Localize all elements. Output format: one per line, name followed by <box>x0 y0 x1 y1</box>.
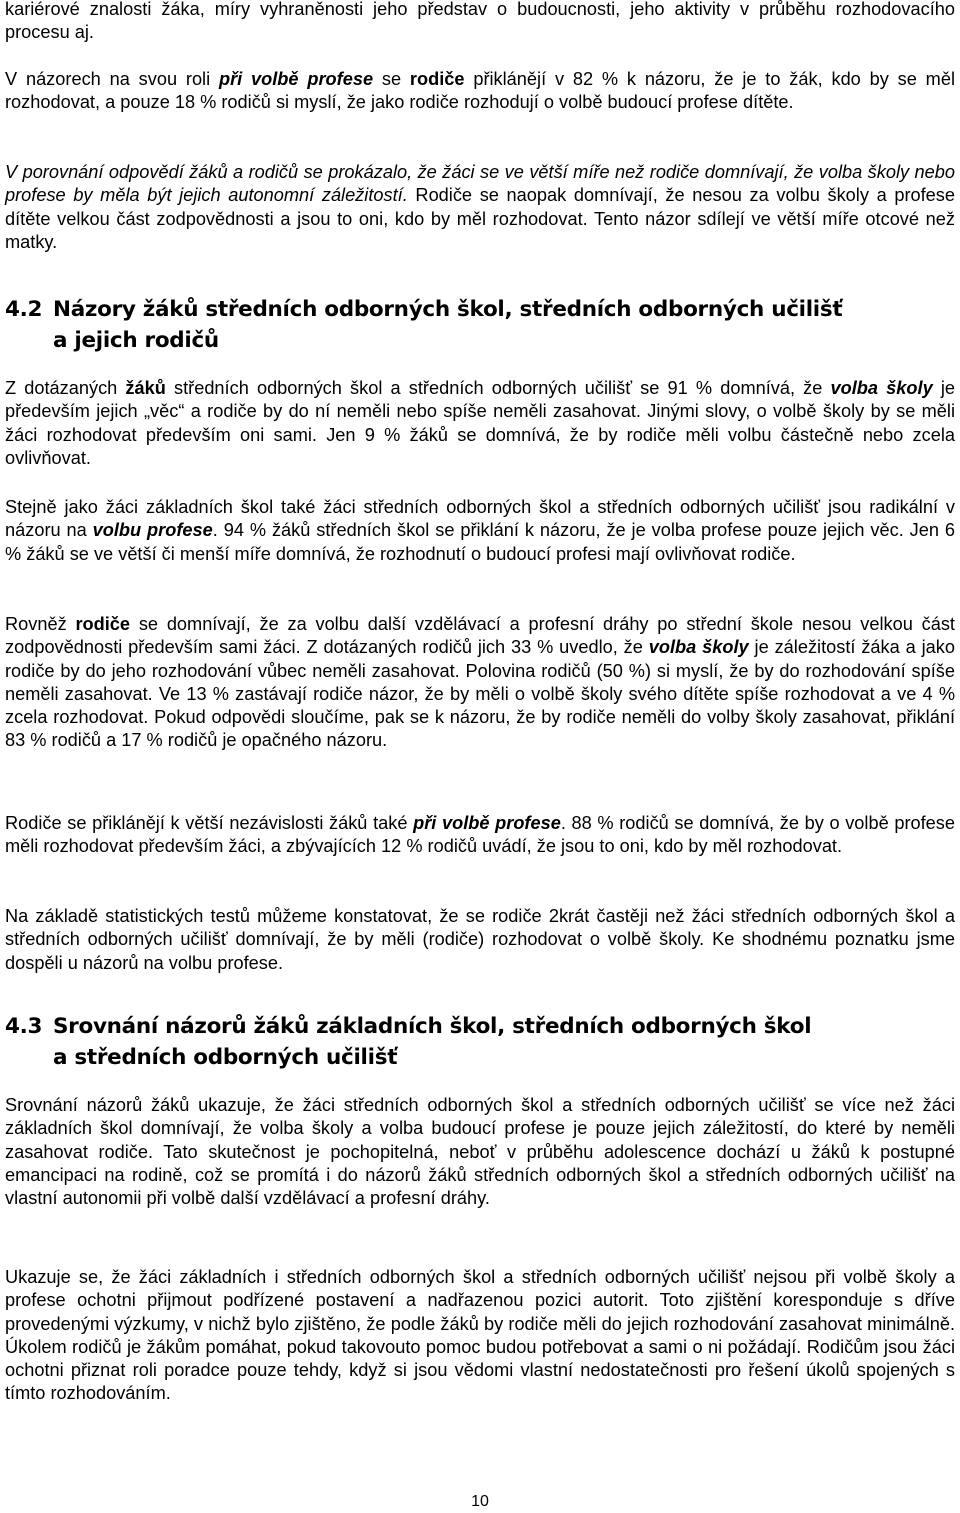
text-run: se <box>373 69 410 89</box>
text-run: Rovněž <box>5 614 76 634</box>
text-run: Ukazuje se, že žáci základních i středních odborných škol a středních odborných učilišť nejsou při volbě školy a profese ochotni přijmout podřízené postavení a nadřazenou pozici autorit. Toto zjištění koresponduje s dříve provedenými výzkumy, v nichž bylo zjištěno, že podle žáků by rodiče měli do jejich rozhodování zasahovat minimálně. Úkolem rodičů je žákům pomáhat, pokud takovouto pomoc budou potřebovat a sami o ni požádají. Rodičům jsou žáci ochotni přiznat roli poradce pouze tehdy, když si jsou vědomi vlastní nedostatečnosti pro řešení úkolů spojených s tímto rozhodováním. <box>5 1267 955 1404</box>
paragraph <box>5 812 955 859</box>
text-run: volba školy <box>648 637 749 658</box>
text-run: je záležitostí žáka a jako rodiče by do jeho rozhodování vůbec neměli zasahovat. Polovina rodičů (50 %) si myslí, že by do rozhodování spíše neměli zasahovat. Ve 13 % zastávají rodiče názor, že by měli o volbě školy svého dítěte spíše rozhodovat a ve 4 % zcela rozhodovat. Pokud odpovědi sloučíme, pak se k názoru, že by rodiče neměli do volby školy zasahovat, přiklání 83 % rodičů a 17 % rodičů je opačného názoru. <box>5 637 955 751</box>
heading-text-continued: a středních odborných učilišť <box>53 1045 398 1070</box>
paragraph <box>5 1094 955 1210</box>
text-run: . 94 % žáků středních škol se přiklání k názoru, že je volba profese pouze jejich věc. Jen 6 % žáků se ve větší či menší míře domnívá, že rozhodnutí o budoucí profesi mají ovlivňovat rodiče. <box>5 520 955 564</box>
paragraph <box>5 905 955 975</box>
paragraph <box>5 496 955 566</box>
text-run: kariérové znalosti žáka, míry vyhraněnosti jeho představ o budoucnosti, jeho aktivity v průběhu rozhodovacího procesu aj. <box>5 0 955 43</box>
text-run: volba školy <box>830 378 933 398</box>
paragraph <box>5 613 955 753</box>
text-run: Rodiče se přiklánějí k větší nezávislosti žáků také <box>5 813 414 833</box>
text-run: středních odborných škol a středních odborných učilišť se 91 % domnívá, že <box>165 378 831 398</box>
text-run: volbu profese <box>92 520 213 541</box>
section-heading-4-2 <box>5 294 955 356</box>
text-run: Stejně jako žáci základních škol také žáci středních odborných škol a středních odborných učilišť jsou radikální v názoru na <box>5 497 955 541</box>
text-run: V porovnání odpovědí žáků a rodičů se prokázalo, že žáci se ve větší míře než rodiče domnívají, že volba školy nebo profese by měla být jejich autonomní záležitostí. <box>5 162 955 206</box>
section-heading-4-3 <box>5 1011 955 1073</box>
text-run: Rodiče se naopak domnívají, že nesou za volbu školy a profese dítěte velkou část zodpovědnosti a jsou to oni, kdo by měl rozhodovat. Tento názor sdílejí ve větší míře otcové než matky. <box>5 185 955 252</box>
heading-text: Názory žáků středních odborných škol, středních odborných učilišť <box>53 297 843 322</box>
text-run: při volbě profese <box>413 813 561 833</box>
text-run: Z dotázaných <box>5 378 126 398</box>
text-run: žáků <box>125 378 166 398</box>
text-run: při volbě profese <box>218 69 374 89</box>
heading-number: 4.3 <box>5 1014 43 1039</box>
paragraph <box>5 0 955 45</box>
heading-number: 4.2 <box>5 297 43 322</box>
text-run: přiklánějí v 82 % k názoru, že je to žák, kdo by se měl rozhodovat, a pouze 18 % rodičů si myslí, že jako rodiče rozhodují o volbě budoucí profese dítěte. <box>5 69 955 113</box>
text-run: Srovnání názorů žáků ukazuje, že žáci středních odborných škol a středních odborných učilišť se více než žáci základních škol domnívají, že volba školy a volba budoucí profese je pouze jejich záležitostí, do které by neměli zasahovat rodiče. Tato skutečnost je pochopitelná, neboť v průběhu adolescence dochází u žáků k postupné emancipaci na rodině, což se promítá i do názorů žáků středních odborných škol a středních odborných učilišť na vlastní autonomii při volbě další vzdělávací a profesní dráhy. <box>5 1095 955 1209</box>
text-run: je především jejich „věc“ a rodiče by do ní neměli nebo spíše neměli zasahovat. Jinými slovy, o volbě školy by se měli žáci rozhodovat především oni sami. Jen 9 % žáků se domnívá, že by rodiče měli volbu částečně nebo zcela ovlivňovat. <box>5 378 955 468</box>
text-run: Na základě statistických testů můžeme konstatovat, že se rodiče 2krát častěji než žáci středních odborných škol a středních odborných učilišť domnívají, že by měli (rodiče) rozhodovat o volbě školy. Ke shodnému poznatku jsme dospěli u názorů na volbu profese. <box>5 906 955 973</box>
text-run: . 88 % rodičů se domnívá, že by o volbě profese měli rozhodovat především žáci, a zbývajících 12 % rodičů uvádí, že jsou to oni, kdo by měl rozhodovat. <box>5 813 955 857</box>
paragraph <box>5 68 955 115</box>
paragraph <box>5 377 955 470</box>
text-run: se domnívají, že za volbu další vzdělávací a profesní dráhy po střední škole nesou velkou část zodpovědnosti především sami žáci. Z dotázaných rodičů jich 33 % uvedlo, že <box>5 614 955 658</box>
heading-text: Srovnání názorů žáků základních škol, středních odborných škol <box>53 1014 812 1039</box>
heading-text-continued: a jejich rodičů <box>53 328 219 353</box>
text-run: rodiče <box>409 69 465 89</box>
paragraph <box>5 161 955 254</box>
text-run: V názorech na svou roli <box>5 69 219 89</box>
paragraph <box>5 1266 955 1406</box>
text-run: rodiče <box>75 614 131 634</box>
page-number: 10 <box>471 1493 489 1510</box>
